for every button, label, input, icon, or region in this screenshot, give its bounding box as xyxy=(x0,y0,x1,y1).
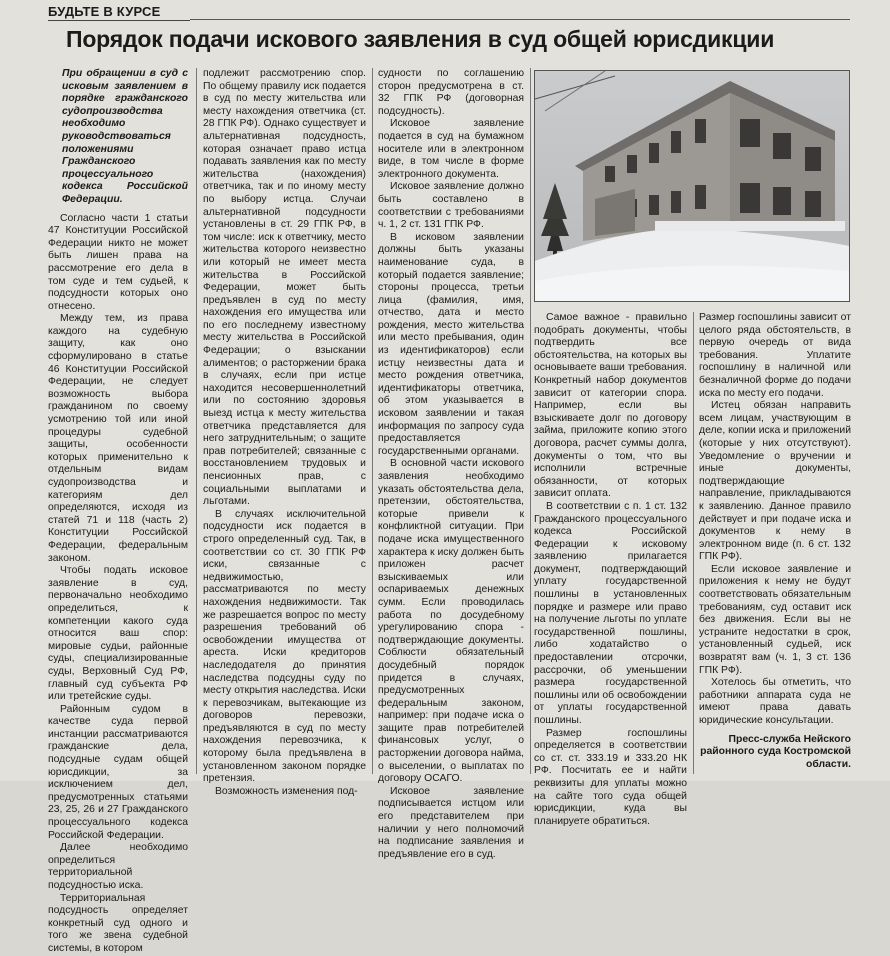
rubric-text: БУДЬТЕ В КУРСЕ xyxy=(48,4,161,19)
col1-paragraph: Чтобы подать исковое заявление в суд, первоначально необходимо определиться, к компетенции какого суда относится ваш спор: мировые судьи, районные суды, специализированные суды, Верховный Суд РФ, главный суд субъекта РФ или третейские суды. xyxy=(48,565,188,703)
col5-paragraph: Истец обязан направить всем лицам, участвующим в деле, копии иска и приложений (которые у них отсутствуют). Уведомление о вручении и иные документы, подтверждающие направление, прикладываются к заявлению. Данное правило действует и при подаче иска и документов к нему в электронном виде (п. 6 ст. 132 ГПК РФ). xyxy=(699,400,851,563)
col5-paragraph: Размер госпошлины зависит от целого ряда обстоятельств, в первую очередь от вида требования. Уплатите госпошлину в наличной или безналичной форме до подачи иска по месту его подачи. xyxy=(699,312,851,399)
column-divider xyxy=(196,68,197,774)
col2-paragraph: Возможность изменения под- xyxy=(215,785,358,797)
col1-paragraph: Согласно части 1 статьи 47 Конституции Российской Федерации никто не может быть лишен права на рассмотрение его дела в том суде и тем судьей, к подсудности которых оно отнесено. xyxy=(48,212,188,312)
column-divider xyxy=(372,68,373,774)
col3-paragraph: Исковое заявление должно быть составлено в соответствии с требованиями ч. 1, 2 ст. 131 ГПК РФ. xyxy=(378,181,524,231)
top-rule xyxy=(190,19,850,20)
rubric-label xyxy=(48,3,190,21)
col3-paragraph: Исковое заявление подается в суд на бумажном носителе или в электронном виде, в том числе в форме электронного документа. xyxy=(378,118,524,180)
column-1 xyxy=(48,68,188,954)
col1-paragraph: Между тем, из права каждого на судебную защиту, как оно сформулировано в статье 46 Конституции Российской Федерации, не следует возможность выбора гражданином по своему усмотрению той или иной процедуры судебной защиты, особенности которых применительно к отдельным видам судопроизводства и категориям дел определяются, исходя из статей 71 и 118 (часть 2) Конституции Российской Федерации, федеральным законом. xyxy=(48,313,188,564)
col1-paragraph: Районным судом в качестве суда первой инстанции рассматриваются гражданские дела, подсудные судам общей юрисдикции, за исключением дел, предусмотренных статьями 23, 25, 26 и 27 Гражданского процессуального кодекса Российской Федерации. xyxy=(48,703,188,841)
col2-paragraph: В случаях исключительной подсудности иск подается в строго определенный суд. Так, в соответствии со ст. 30 ГПК РФ иски, связанные с недвижимостью, рассматриваются по месту нахождения недвижимости. Так же разрешается вопрос по месту разрешения требований об освобождении имущества от ареста. Иски кредиторов наследодателя до принятия наследства подсудны суду по месту открытия наследства. Иски к перевозчикам, вытекающие из договоров перевозки, предъявляются в суд по месту нахождения перевозчика, к которому была предъявлена в установленном законом порядке претензия. xyxy=(203,508,366,785)
column-5 xyxy=(699,312,851,780)
article-signature: Пресс-служба Нейского районного суда Костромской области. xyxy=(700,733,851,770)
column-divider xyxy=(693,312,694,774)
col1-paragraph: Территориальная подсудность определяет конкретный суд одного и того же звена судебной системы, в котором xyxy=(48,892,188,954)
col4-paragraph: Самое важное - правильно подобрать документы, чтобы подтвердить все обстоятельства, на которых вы основываете ваши требования. Конкретный набор документов зависит от категории спора. Например, если вы взыскиваете долг по договору займа, приложите копию этого договора, расчет суммы долга, документы о том, что вы исполнили встречные обязанности, от которых зависит оплата. xyxy=(534,312,687,500)
col4-paragraph: В соответствии с п. 1 ст. 132 Гражданского процессуального кодекса Российской Федерации к исковому заявлению прилагается документ, подтверждающий уплату государственной пошлины в установленных порядке и размере или право на получение льготы по уплате государственной пошлины, либо ходатайство о предоставлении отсрочки, рассрочки, об уменьшении размера государственной пошлины или об освобождении от уплаты государственной пошлины. xyxy=(534,500,687,726)
column-divider xyxy=(530,68,531,774)
col5-paragraph: Если исковое заявление и приложения к нему не будут соответствовать обязательным требованиям, суд оставит иск без движения. Если вы не устраните недостатки в срок, установленный судьей, иск возвратят вам (ч. 1, 3 ст. 136 ГПК РФ). xyxy=(699,563,851,676)
col1-paragraph: Далее необходимо определиться территориальной подсудностью иска. xyxy=(48,842,188,891)
col4-paragraph: Размер госпошлины определяется в соответствии со ст. ст. 333.19 и 333.20 НК РФ. Посчитать ее и найти реквизиты для уплаты можно на сайте того суда общей юрисдикции, куда вы планируете обратиться. xyxy=(534,727,687,827)
col3-paragraph: В основной части искового заявления необходимо указать обстоятельства дела, претензии, обстоятельства, которые привели к конфликтной ситуации. При подаче иска имущественного характера к иску должен быть приложен расчет взыскиваемых или оспариваемых денежных сумм. Если проводилась работа по досудебному урегулированию спора - подтверждающие документы. Соблюсти обязательный досудебный порядок придется в случаях, предусмотренных федеральным законом, например: при подаче иска о защите прав потребителей финансовых услуг, о расторжении договора найма, о выселении, о выплатах по договору ОСАГО. xyxy=(378,458,524,785)
col2-paragraph: подлежит рассмотрению спор. По общему правилу иск подается в суд по месту жительства или месту нахождения ответчика (ст. 28 ГПК РФ). Однако существует и альтернативная подсудность, которая означает право истца подавать заявления как по месту жительства (нахождения) ответчика, так и по иному месту по выбору истца. Случаи альтернативной подсудности установлены в ст. 29 ГПК РФ, в том числе: иск к ответчику, место жительства которого неизвестно или который не имеет места жительства в Российской Федерации, может быть предъявлен в суд по месту нахождения его имущества или по его последнему известному месту жительства в Российской Федерации; о взыскании алиментов; о расторжении брака в случаях, если при истце находится несовершеннолетний или по состоянию здоровья выезд истца к месту жительства ответчика представляется для него затруднительным; о защите прав потребителей; связанные с восстановлением трудовых и пенсионных прав, с социальными выплатами и льготами. xyxy=(203,68,366,508)
column-4 xyxy=(534,312,687,827)
col3-paragraph: судности по соглашению сторон предусмотрена в ст. 32 ГПК РФ (договорная подсудность). xyxy=(378,68,524,117)
column-2 xyxy=(203,68,366,797)
court-building-photo xyxy=(534,70,850,302)
article-headline: Порядок подачи искового заявления в суд общей юрисдикции xyxy=(66,26,775,52)
court-building-illustration xyxy=(535,71,849,301)
col3-paragraph: Исковое заявление подписывается истцом или его представителем при наличии у него полномочий на подписание заявления и предъявление его в суд. xyxy=(378,785,524,860)
col5-paragraph: Хотелось бы отметить, что работники аппарата суда не имеют права давать юридические консультации. xyxy=(699,677,851,726)
column-3 xyxy=(378,68,524,860)
col3-paragraph: В исковом заявлении должны быть указаны наименование суда, в который подается заявление; стороны процесса, третьи лица (фамилия, имя, отчество, дата и место рождения, место жительства или место пребывания, один из идентификаторов) если истцу неизвестны дата и место рождения ответчика, идентификаторы ответчика, об этом указывается в исковом заявлении и такая информация по запросу суда предоставляется государственными органами. xyxy=(378,231,524,457)
article-lead: При обращении в суд с исковым заявлением в порядке гражданского судопроизводства необходимо руководствоваться положениями Гражданского процессуального кодекса Российской Федерации. xyxy=(62,68,188,205)
